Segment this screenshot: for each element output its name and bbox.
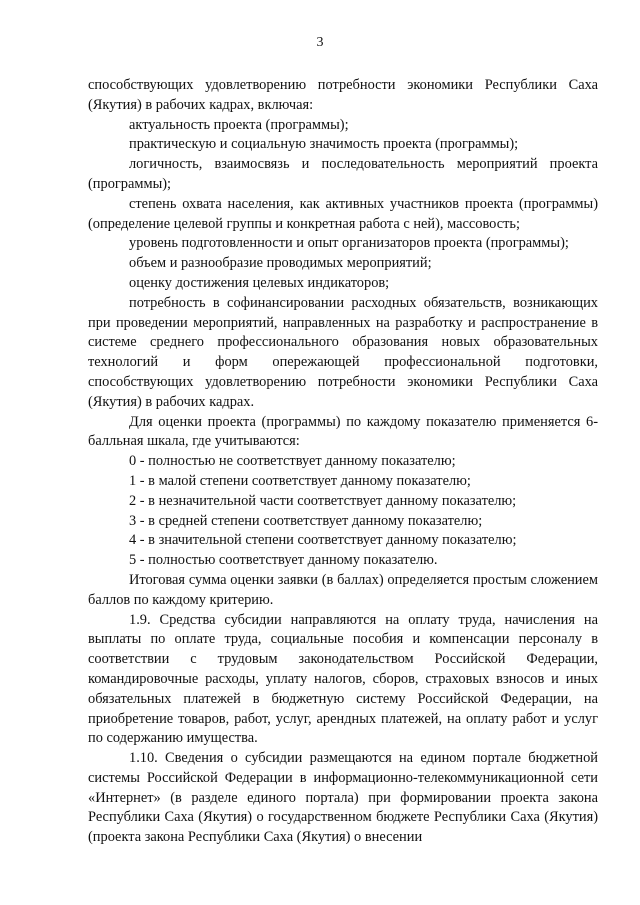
scale-item: 4 - в значительной степени соответствует данному показателю; xyxy=(129,532,517,549)
paragraph: потребность в софинансировании расходных обязательств, возникающих при проведении мероприятий, направленных на разработку и распространение в системе среднего профессионального образования новых образовательных технологий и форм опережающей профессиональной подготовки, способствующих удовлетворению потребности экономики Республики Саха (Якутия) в рабочих кадрах. xyxy=(88,294,598,410)
clause-1-10: 1.10. Сведения о субсидии размещаются на едином портале бюджетной системы Российской Федерации в информационно-телекоммуникационной сети «Интернет» (в разделе единого портала) при формировании проекта закона Республики Саха (Якутия) о государственном бюджете Республики Саха (Якутия) (проекта закона Республики Саха (Якутия) о внесении xyxy=(88,750,598,846)
paragraph: Для оценки проекта (программы) по каждому показателю применяется 6-балльная шкала, где учитываются: xyxy=(88,413,598,450)
page-number: 3 xyxy=(316,35,324,50)
paragraph: уровень подготовленности и опыт организаторов проекта (программы); xyxy=(129,235,569,252)
scale-item: 1 - в малой степени соответствует данному показателю; xyxy=(129,472,471,489)
document-body xyxy=(88,76,598,848)
paragraph: актуальность проекта (программы); xyxy=(129,116,349,133)
paragraph: объем и разнообразие проводимых мероприятий; xyxy=(129,255,432,272)
paragraph: оценку достижения целевых индикаторов; xyxy=(129,274,390,291)
paragraph: логичность, взаимосвязь и последовательность мероприятий проекта (программы); xyxy=(88,156,598,192)
paragraph: способствующих удовлетворению потребности экономики Республики Саха (Якутия) в рабочих кадрах, включая: xyxy=(88,77,598,113)
scale-item: 2 - в незначительной части соответствует данному показателю; xyxy=(129,492,517,509)
paragraph: Итоговая сумма оценки заявки (в баллах) определяется простым сложением баллов по каждому критерию. xyxy=(88,571,598,608)
scale-item: 5 - полностью соответствует данному показателю. xyxy=(129,552,438,569)
paragraph: практическую и социальную значимость проекта (программы); xyxy=(129,136,519,153)
scale-item: 3 - в средней степени соответствует данному показателю; xyxy=(129,512,483,529)
paragraph: степень охвата населения, как активных участников проекта (программы) (определение целевой группы и конкретная работа с ней), массовость; xyxy=(88,195,598,232)
scale-item: 0 - полностью не соответствует данному показателю; xyxy=(129,453,456,470)
clause-1-9: 1.9. Средства субсидии направляются на оплату труда, начисления на выплаты по оплате труда, социальные пособия и компенсации персоналу в соответствии с трудовым законодательством Российской Федерации, командировочные расходы, уплату налогов, сборов, страховых взносов и иных обязательных платежей в бюджетную систему Российской Федерации, на приобретение товаров, работ, услуг, арендных платежей, на оплату работ и услуг по содержанию имущества. xyxy=(88,611,598,747)
